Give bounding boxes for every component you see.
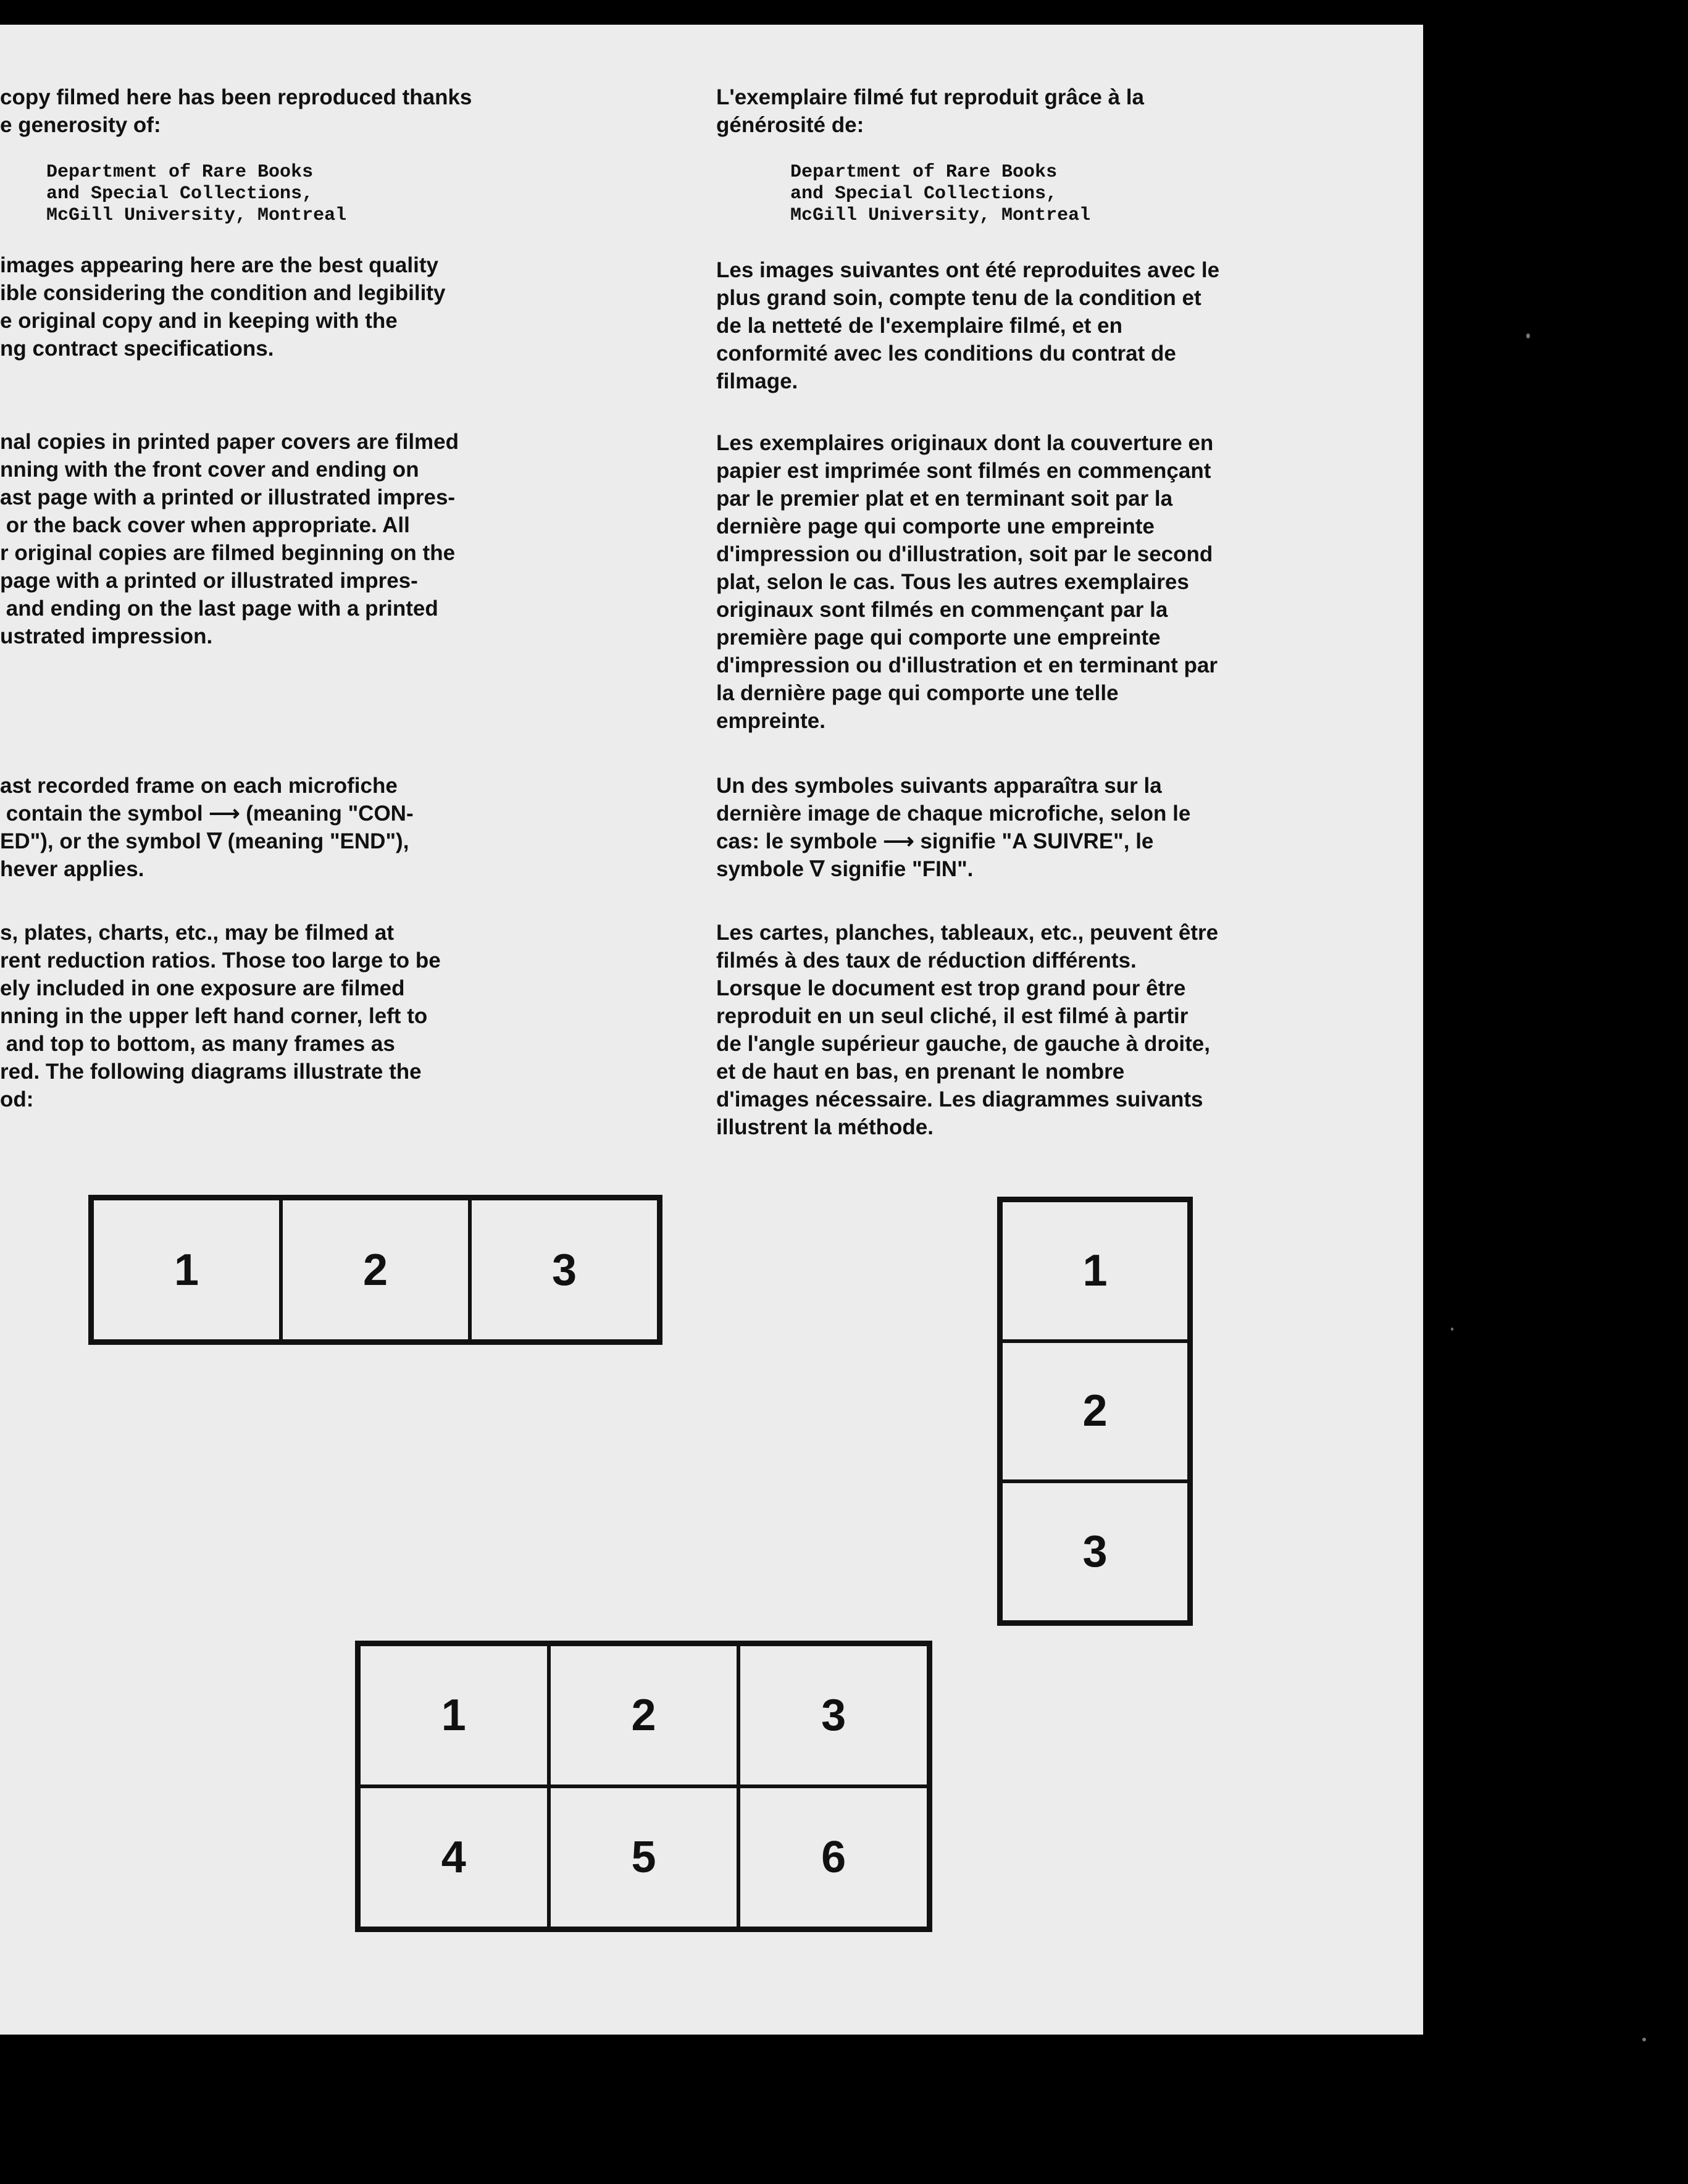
right-quality-text: Les images suivantes ont été reproduites avec le plus grand soin, compte tenu de la condition et de la netteté de l'exemplaire filmé, et en conformité avec les conditions du contrat de filmage. <box>716 258 1220 393</box>
frame-3: 3 <box>1001 1481 1189 1622</box>
right-maps-text: Les cartes, planches, tableaux, etc., peuvent être filmés à des taux de réduction différents. Lorsque le document est trop grand pour être reproduit en un seul cliché, il est filmé à partir de l'angle supérieur gauche, de gauche à droite, et de haut en bas, en prenant le nombre d'images nécessaire. Les diagrammes suivants illustrent la méthode. <box>716 921 1219 1139</box>
left-quality-text: images appearing here are the best quality ible considering the condition and legibility e original copy and in keeping with the ng contract specifications. <box>0 253 446 361</box>
film-speck <box>1451 1328 1453 1331</box>
frame-2: 2 <box>281 1199 470 1341</box>
frame-5: 5 <box>549 1786 739 1928</box>
right-intro-text: L'exemplaire filmé fut reproduit grâce à la générosité de: <box>716 85 1144 137</box>
right-institution-text: Department of Rare Books and Special Collections, McGill University, Montreal <box>790 162 1091 226</box>
document-page <box>0 25 1423 2035</box>
left-originals-text: nal copies in printed paper covers are filmed nning with the front cover and ending on ast page with a printed or illustrated impres- or the back cover when appropriate. All r original copies are filmed beginning on the page with a printed or illustrated impres- and ending on the last page with a printed ustrated impression. <box>0 430 459 648</box>
film-speck <box>1642 2038 1646 2041</box>
frame-1: 1 <box>359 1644 549 1786</box>
frame-2: 2 <box>549 1644 739 1786</box>
diagram-horizontal <box>88 1195 662 1345</box>
left-intro-text: copy filmed here has been reproduced thanks e generosity of: <box>0 85 472 137</box>
left-institution-text: Department of Rare Books and Special Collections, McGill University, Montreal <box>46 162 347 226</box>
frame-3: 3 <box>738 1644 929 1786</box>
frame-1: 1 <box>92 1199 281 1341</box>
left-symbols-text: ast recorded frame on each microfiche contain the symbol ⟶ (meaning "CON- ED"), or the symbol ∇ (meaning "END"), hever applies. <box>0 774 414 881</box>
diagram-vertical <box>997 1197 1193 1626</box>
left-maps-text: s, plates, charts, etc., may be filmed at rent reduction ratios. Those too large to be ely included in one exposure are filmed nning in the upper left hand corner, left to and top to bottom, as many frames as red. The following diagrams illustrate the od: <box>0 921 441 1111</box>
frame-3: 3 <box>470 1199 659 1341</box>
film-speck <box>1526 333 1530 338</box>
frame-1: 1 <box>1001 1200 1189 1341</box>
diagram-grid <box>355 1641 932 1932</box>
frame-4: 4 <box>359 1786 549 1928</box>
frame-2: 2 <box>1001 1341 1189 1482</box>
right-originals-text: Les exemplaires originaux dont la couverture en papier est imprimée sont filmés en commençant par le premier plat et en terminant soit par la dernière page qui comporte une empreinte d'impression ou d'illustration, soit par le second plat, selon le cas. Tous les autres exemplaires originaux sont filmés en commençant par la première page qui comporte une empreinte d'impression ou d'illustration et en terminant par la dernière page qui comporte une telle empreinte. <box>716 431 1218 733</box>
right-symbols-text: Un des symboles suivants apparaîtra sur la dernière image de chaque microfiche, selon le cas: le symbole ⟶ signifie "A SUIVRE", le symbole ∇ signifie "FIN". <box>716 774 1191 881</box>
frame-6: 6 <box>738 1786 929 1928</box>
